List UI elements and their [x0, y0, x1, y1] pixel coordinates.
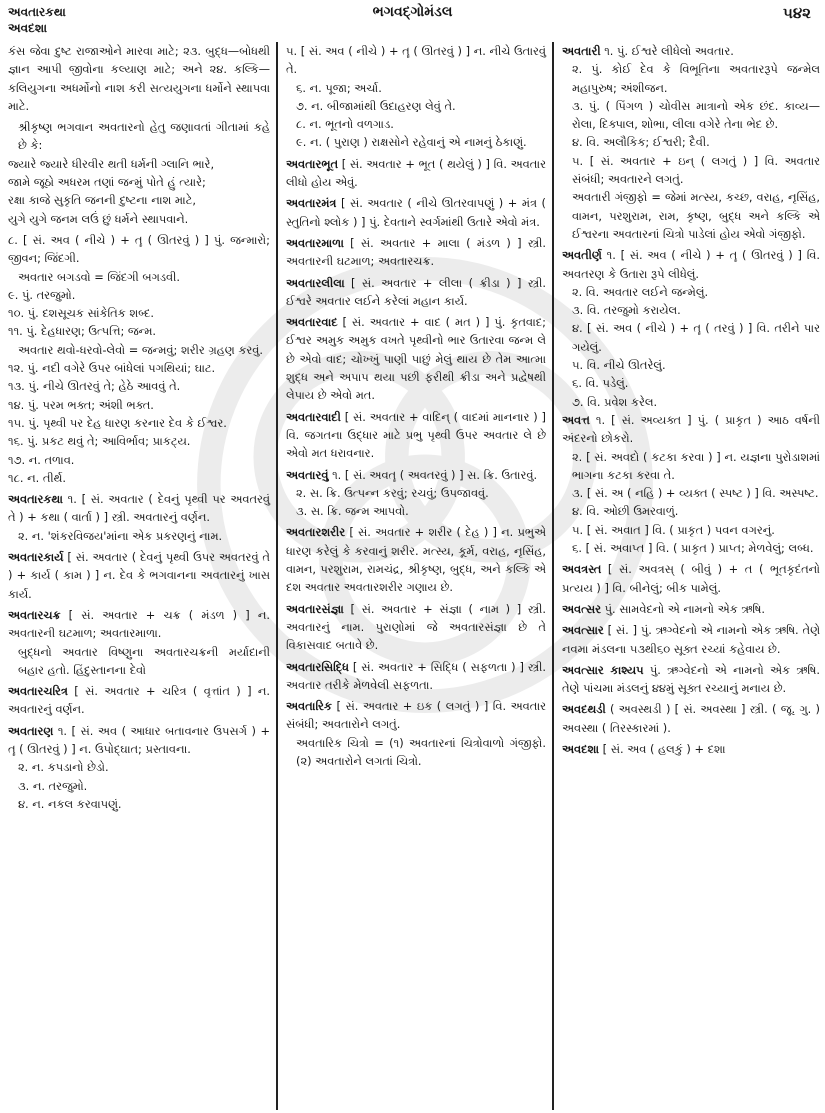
- definition-text: ૮. ન. ભૂતનો વળગાડ.: [296, 117, 394, 132]
- definition-text: ૩. પું. ( પિંગળ ) ચોવીસ માત્રાનો એક છંદ. કાવ્ય—રોલા, દિક્પાલ, શોભા, લીલા વગેરે તેના ભેદ છે.: [572, 98, 820, 132]
- dictionary-entry: [8, 722, 270, 759]
- entry-sense: [562, 484, 820, 502]
- definition-text: [ સં. અવતાર ( નીચે ઊતરવાપણું ) + મંત્ર ( સ્તુતિનો શ્લોક ) ] પું. દેવતાને સ્વર્ગમાંથી ઉતારે એવો મંત્ર.: [286, 196, 546, 229]
- entry-sense: [8, 795, 270, 813]
- definition-text: [ સં. અવતાર + સંજ્ઞા ( નામ ) ] સ્ત્રી. અવતારનું નામ. પુરાણોમાં જે અવતારસંજ્ઞા છે તે વિકાસવાદ બતાવે છે.: [286, 601, 546, 653]
- definition-text: યુગે યુગે જનમ લઉં છું ધર્મને સ્થાપવાને.: [8, 211, 189, 226]
- entry-sense: [562, 393, 820, 411]
- definition-text: શ્રીકૃષ્ણ ભગવાન અવતારનો હેતુ જણાવતાં ગીતામાં કહે છે કે:: [18, 120, 270, 153]
- entry-sense: [8, 432, 270, 450]
- definition-text: [ સં. અવતાર + લીલા ( ક્રીડા ) ] સ્ત્રી. ઈશ્વરે અવતાર લઈને કરેલાં મહાન કાર્ય.: [286, 275, 546, 308]
- definition-text: ૮. [ સં. અવ ( નીચે ) + તૄ ( ઊતરવું ) ] પું. જન્મારો; જીવન; જિંદગી.: [8, 232, 270, 266]
- definition-text: ૨. પું. કોઈ દેવ કે વિભૂતિના અવતારરૂપે જન્મેલ મહાપુરુષ; અંશીજન.: [572, 62, 820, 95]
- dictionary-entry: [562, 661, 820, 698]
- dictionary-entry: [562, 42, 820, 60]
- definition-text: [ સં. અવતાર ( દેવનું પૃથ્વી ઉપર અવતરવું તે ) + કાર્ય ( કામ ) ] ન. દેવ કે ભગવાનના અવતારનું ખાસ કાર્ય.: [8, 550, 270, 601]
- definition-text: ૪. વિ. અલૌકિક; ઈશ્વરી; દૈવી.: [572, 135, 710, 150]
- headword: અવતારકાર્ય: [8, 550, 64, 565]
- definition-text: ૩. વિ. તરજુમો કરાયેલ.: [572, 303, 681, 318]
- dictionary-entry: [562, 621, 820, 658]
- definition-text: ૩. ન. તરજુમો.: [18, 778, 88, 793]
- definition-text: જ્યારે જ્યારે ધીરવીર થતી ધર્મની ગ્લાનિ ભારે,: [8, 156, 215, 171]
- definition-text: ૫. વિ. નીચે ઊતરેલું.: [572, 358, 666, 373]
- entry-sense: [8, 210, 270, 228]
- entry-sense: [286, 115, 546, 133]
- entry-sense: [8, 469, 270, 487]
- definition-text: ૬. ન. પૂજા; અર્ચા.: [296, 80, 382, 95]
- entry-sense: [8, 191, 270, 209]
- definition-text: ૪. [ સં. અવ ( નીચે ) + તૄ ( તરવું ) ] વિ. તરીને પાર ગયેલું.: [572, 321, 820, 354]
- definition-text: ૫. [ સં. અવાત ] વિ. ( પ્રાકૃત ) પવન વગરનું.: [572, 522, 775, 537]
- definition-text: ( અવસ્થડી ) [ સં. અવસ્થા ] સ્ત્રી. ( જૂ. ગુ. ) અવસ્થા ( તિરસ્કારમાં ).: [562, 702, 820, 735]
- column-middle: [276, 42, 552, 1110]
- entry-sense: [8, 304, 270, 322]
- definition-text: [ સં. અવતાર + ઇક ( લગતું ) ] વિ. અવતાર સંબંધી; અવતારોને લગતું.: [286, 699, 546, 732]
- definition-text: અવતાર થવો-ધરવો-લેવો = જન્મવું; શરીર ગ્રહણ કરવું.: [18, 342, 264, 357]
- headword: અવત્ત: [562, 412, 590, 427]
- definition-text: ૯. ન. ( પુરાણ ) રાક્ષસોને રહેવાનું એ નામનું ઠેકાણું.: [296, 135, 527, 150]
- definition-text: ૧૪. પું. પરમ ભક્ત; અંશી ભક્ત.: [8, 397, 154, 412]
- definition-text: રક્ષા કાજે સુકૃતિ જનની દુષ્ટના નાશ માટે,: [8, 193, 196, 208]
- definition-text: ૬. [ સં. અવાપ્ત ] વિ. ( પ્રાકૃત ) પ્રાપ્ત; મેળવેલું; લબ્ધ.: [572, 541, 814, 556]
- definition-text: [ સં. અવતાર + માલા ( મંડળ ) ] સ્ત્રી. અવતારની ઘટમાળ; અવતારચક્ર.: [286, 235, 546, 269]
- definition-text: ૩. સ. ક્રિ. જન્મ આપવો.: [296, 504, 409, 519]
- entry-sense: [8, 414, 270, 432]
- definition-text: પું. સામવેદનો એ નામનો એક ઋષિ.: [601, 601, 765, 616]
- definition-text: ૪. વિ. ઓછી ઉમરવાળું.: [572, 504, 679, 519]
- entry-sense: [562, 502, 820, 520]
- entry-sense: [562, 97, 820, 134]
- headword: અવતારમંત્ર: [286, 196, 337, 211]
- entry-sense: [562, 133, 820, 151]
- entry-sense: [562, 283, 820, 301]
- definition-text: ૧. [ સં. અવતૄ ( અવતરવું ) ] સ. ક્રિ. ઉતારવું.: [328, 467, 538, 482]
- entry-sense: [8, 268, 270, 286]
- definition-text: ૧૮. ન. તીર્થ.: [8, 470, 66, 485]
- headword: અવતારચરિત્ર: [8, 684, 68, 699]
- dictionary-entry: [286, 697, 546, 734]
- definition-text: ૨. [ સં. અવદો ( કટકા કરવા ) ] ન. યજ્ઞના પુરોડાશમાં ભાગના કટકા કરવા તે.: [572, 449, 820, 482]
- headword: અવતારવું: [286, 467, 329, 482]
- dictionary-entry: [286, 194, 546, 231]
- dictionary-entry: [8, 682, 270, 719]
- entry-sense: [8, 155, 270, 173]
- definition-text: ૨. વિ. અવતાર લઈને જન્મેલું.: [572, 284, 709, 299]
- entry-sense: [8, 777, 270, 795]
- dictionary-entry: [286, 466, 546, 484]
- definition-text: [ સં. ] પું. ઋગ્વેદનો એ નામનો એક ઋષિ. તેણે નવમા મંડલના ૫૩થી૬૦ સૂક્ત રચ્યાં કહેવાય છે.: [562, 623, 820, 656]
- headword: અવત્સાર કાશ્યપ: [562, 662, 644, 677]
- definition-text: ૭. ન. બીજામાંથી ઉદાહરણ લેવું તે.: [296, 98, 456, 113]
- entry-sense: [8, 42, 270, 115]
- headword: અવતારવાદ: [286, 315, 338, 330]
- column-right: [552, 42, 820, 1110]
- headword: અવતારકથા: [8, 492, 63, 507]
- entry-sense: [286, 734, 546, 771]
- definition-text: ૧. [ સં. અવ ( આધાર બતાવનાર ઉપસર્ગ ) + તૄ ( ઊતરવું ) ] ન. ઉપોદ્ઘાત; પ્રસ્તાવના.: [8, 723, 270, 756]
- definition-text: અવતાર બગડવો = જિંદગી બગડવી.: [18, 269, 181, 284]
- definition-text: ૧૧. પું. દેહધારણ; ઉત્પત્તિ; જન્મ.: [8, 324, 157, 339]
- dictionary-entry: [286, 155, 546, 192]
- definition-text: [ સં. અવતાર + વાદ ( મત ) ] પું. કૃતવાદ; ઈશ્વર અમુક અમુક વખતે પૃથ્વીનો ભાર ઉતારવા જન્મ લે છે એવો વાદ; ચોખ્ખું પાણી પાછું મેલું થાય છે તેમ આત્મા શુદ્ધ અને અપાપ થયા પછી ફરીથી ક્રીડા અને પ્રદ્વેષથી લેપાય છે એવો મત.: [286, 315, 546, 403]
- entry-sense: [8, 396, 270, 414]
- definition-text: ૧. [ સં. અવતાર ( દેવનું પૃથ્વી પર અવતરવું તે ) + કથા ( વાર્તા ) ] સ્ત્રી. અવતારનું વર્ણન.: [8, 492, 270, 525]
- entry-sense: [286, 502, 546, 520]
- entry-sense: [286, 42, 546, 79]
- entry-sense: [562, 374, 820, 392]
- entry-sense: [562, 188, 820, 243]
- definition-text: પું. ઋગ્વેદનો એ નામનો એક ઋષિ. તેણે પાંચમા મંડલનું ૪૪મું સૂક્ત રચ્યાનું મનાય છે.: [562, 662, 820, 696]
- definition-text: [ સં. અવતાર + ચરિત્ર ( વૃત્તાંત ) ] ન. અવતારનું વર્ણન.: [8, 684, 270, 717]
- definition-text: ૨. ન. કપડાનો છેડો.: [18, 760, 109, 775]
- entry-sense: [562, 319, 820, 356]
- headword: અવતારસિદ્ધિ: [286, 659, 349, 674]
- entry-sense: [8, 359, 270, 377]
- dictionary-entry: [562, 600, 820, 618]
- definition-text: ૫. [ સં. અવતાર + ઇન્ ( લગતું ) ] વિ. અવતાર સંબંધી; અવતારને લગતું.: [572, 153, 820, 187]
- headword: અવત્સર: [562, 601, 601, 616]
- dictionary-entry: [8, 606, 270, 643]
- definition-text: ૯. પું. તરજુમો.: [8, 287, 76, 302]
- dictionary-entry: [562, 246, 820, 283]
- dictionary-entry: [286, 600, 546, 655]
- headword: અવત્રસ્ત: [562, 562, 602, 577]
- book-title: ભગવદ્ગોમંડલ: [372, 4, 453, 20]
- definition-text: ૧. [ સં. અવ ( નીચે ) + તૄ ( ઊતરવું ) ] વિ. અવતરણ કે ઉતારા રૂપે લીધેલું.: [562, 248, 820, 281]
- entry-sense: [286, 484, 546, 502]
- definition-text: ૬. વિ. પડેલું.: [572, 376, 629, 391]
- headword: અવતારભૂત: [286, 156, 339, 171]
- definition-text: [ સં. અવતાર + ભૂત ( થયેલું ) ] વિ. અવતાર લીધો હોય એવું.: [286, 156, 546, 190]
- entry-sense: [562, 152, 820, 189]
- definition-text: [ સં. અવત્રસ્ ( બીવું ) + ત ( ભૂતકૃદંતનો પ્રત્યય ) ] વિ. બીનેલું; બીક પામેલું.: [562, 562, 820, 595]
- definition-text: ૧. પું. ઈશ્વરે લીધેલો અવતાર.: [600, 44, 734, 58]
- entry-sense: [562, 521, 820, 539]
- definition-text: બુદ્ધનો અવતાર વિષ્ણુના અવતારચક્રની મર્યાદાની બહાર હતો. હિંદુસ્તાનના દેવો: [18, 644, 270, 677]
- entry-sense: [8, 286, 270, 304]
- entry-sense: [8, 758, 270, 776]
- definition-text: [ સં. અવતાર + સિદ્ધિ ( સફળતા ) ] સ્ત્રી. અવતાર તરીકે મેળવેલી સફળતા.: [286, 659, 546, 692]
- guide-word-first: અવતારકથા: [8, 5, 66, 19]
- definition-text: ૧૨. પું. નદી વગેરે ઉપર બાંધેલાં પગથિયાં; ઘાટ.: [8, 361, 216, 376]
- definition-text: ૫. [ સં. અવ ( નીચે ) + તૄ ( ઊતરવું ) ] ન. નીચે ઉતારવું તે.: [286, 44, 546, 77]
- definition-text: ૧૦. પું. દશસૂચક સાંકેતિક શબ્દ.: [8, 306, 154, 321]
- dictionary-entry: [286, 274, 546, 311]
- dictionary-entry: [286, 523, 546, 596]
- headword: અવતારમાળા: [286, 235, 344, 250]
- headword: અવતારિક: [286, 699, 332, 714]
- definition-text: ૧૫. પું. પૃથ્વી પર દેહ ધારણ કરનાર દેવ કે ઈશ્વર.: [8, 415, 227, 430]
- entry-sense: [562, 539, 820, 557]
- entry-sense: [562, 60, 820, 97]
- page-number: ૫૪૨: [783, 4, 811, 22]
- headword: અવતારી: [562, 44, 601, 58]
- entry-sense: [8, 322, 270, 340]
- headword: અવતારવાદી: [286, 409, 341, 424]
- definition-text: જામે જૂઠો અધરમ તણાં જન્મું પોતે હું ત્યારે;: [8, 175, 206, 190]
- headword: અવદથડી: [562, 702, 606, 717]
- definition-text: [ સં. અવ ( હલકું ) + દશા: [599, 741, 726, 756]
- dictionary-entry: [562, 740, 820, 758]
- entry-sense: [8, 341, 270, 359]
- definition-text: અવતારિક ચિત્રો = (૧) અવતારનાં ચિત્રોવાળો ગંજીફો. (૨) અવતારોને લગતાં ચિત્રો.: [296, 735, 546, 768]
- dictionary-entry: [286, 408, 546, 463]
- entry-sense: [286, 133, 546, 151]
- headword: અવતારસંજ્ઞા: [286, 601, 344, 616]
- entry-sense: [8, 527, 270, 545]
- entry-sense: [8, 118, 270, 155]
- entry-sense: [286, 79, 546, 97]
- entry-sense: [8, 643, 270, 680]
- definition-text: અવતારી ગંજીફો = જેમાં મત્સ્ય, કચ્છ, વરાહ, નૃસિંહ, વામન, પરશુરામ, રામ, કૃષ્ણ, બુદ્ધ અને કલ્કિ એ ઈશ્વરના અવતારનાં ચિત્રો પાડેલાં હોય એવો ગંજીફો.: [572, 190, 820, 241]
- entry-sense: [8, 377, 270, 395]
- dictionary-entry: [562, 560, 820, 597]
- headword: અવતારણ: [8, 723, 54, 738]
- headword: અવતીર્ણ: [562, 248, 602, 263]
- definition-text: ૧૭. ન. તળાવ.: [8, 452, 75, 467]
- guide-word-last: અવદશા: [8, 21, 48, 35]
- definition-text: ૨. ન. 'શંકરવિજય'માંના એક પ્રકરણનું નામ.: [18, 528, 223, 543]
- dictionary-entry: [562, 411, 820, 448]
- definition-text: ૧. [ સં. અવ્યક્ત ] પું. ( પ્રાકૃત ) આઠ વર્ષની અંદરનો છોકરો.: [562, 412, 820, 446]
- dictionary-entry: [286, 658, 546, 695]
- dictionary-entry: [286, 313, 546, 404]
- entry-sense: [8, 451, 270, 469]
- definition-text: [ સં. અવતાર + વાદિન્ ( વાદમાં માનનાર ) ] વિ. જગતના ઉદ્ધાર માટે પ્રભુ પૃથ્વી ઉપર અવતાર લે છે એવો મત ધરાવનાર.: [286, 409, 546, 461]
- dictionary-entry: [8, 548, 270, 603]
- dictionary-entry: [286, 234, 546, 271]
- definition-text: [ સં. અવતાર + શરીર ( દેહ ) ] ન. પ્રભુએ ધારણ કરેલું કે કરવાનું શરીર. મત્સ્ય, કૂર્મ, વરાહ, નૃસિંહ, વામન, પરશુરામ, રામચંદ્ર, શ્રીકૃષ્ણ, બુદ્ધ, અને કલ્કિ એ દશ અવતાર અવતારશરીર ગણાય છે.: [286, 525, 546, 595]
- headword: અવત્સાર: [562, 623, 604, 638]
- dictionary-entry: [8, 490, 270, 527]
- entry-sense: [8, 231, 270, 268]
- headword: અવતારચક્ર: [8, 607, 61, 622]
- definition-text: ૨. સ. ક્રિ. ઉત્પન્ન કરવું; રચવું; ઉપજાવવું.: [296, 485, 489, 500]
- column-left: [8, 42, 276, 1110]
- definition-text: ૪. ન. નકલ કરવાપણું.: [18, 796, 122, 811]
- definition-text: ૭. વિ. પ્રવેશ કરેલ.: [572, 394, 658, 409]
- entry-sense: [562, 356, 820, 374]
- headword: અવદશા: [562, 741, 600, 756]
- definition-text: કંસ જેવા દુષ્ટ રાજાઓને મારવા માટે; ૨૩. બુદ્ધ—બોધથી જ્ઞાન આપી જીવોના કલ્યાણ માટે; અને ૨૪. કલ્કિ—કલિયુગના અધર્મોનો નાશ કરી સત્યયુગના ધર્મોને સ્થાપવા માટે.: [8, 44, 270, 113]
- page-header: [0, 0, 825, 40]
- headword: અવતારલીલા: [286, 275, 345, 290]
- entry-sense: [562, 448, 820, 485]
- definition-text: ૧૩. પું. નીચે ઊતરવું તે; હેઠે આવવું તે.: [8, 379, 181, 394]
- dictionary-entry: [562, 700, 820, 737]
- entry-sense: [562, 301, 820, 319]
- definition-text: ૩. [ સં. અ ( નહિ ) + વ્યક્ત ( સ્પષ્ટ ) ] વિ. અસ્પષ્ટ.: [572, 486, 819, 501]
- definition-text: [ સં. અવતાર + ચક્ર ( મંડળ ) ] ન. અવતારની ઘટમાળ; અવતારમાળા.: [8, 607, 270, 641]
- entry-sense: [286, 97, 546, 115]
- definition-text: ૧૬. પું. પ્રકટ થવું તે; આવિર્ભાવ; પ્રાકટ્ય.: [8, 434, 191, 449]
- entry-sense: [8, 173, 270, 191]
- dictionary-columns: [8, 42, 820, 1110]
- headword: અવતારશરીર: [286, 525, 346, 540]
